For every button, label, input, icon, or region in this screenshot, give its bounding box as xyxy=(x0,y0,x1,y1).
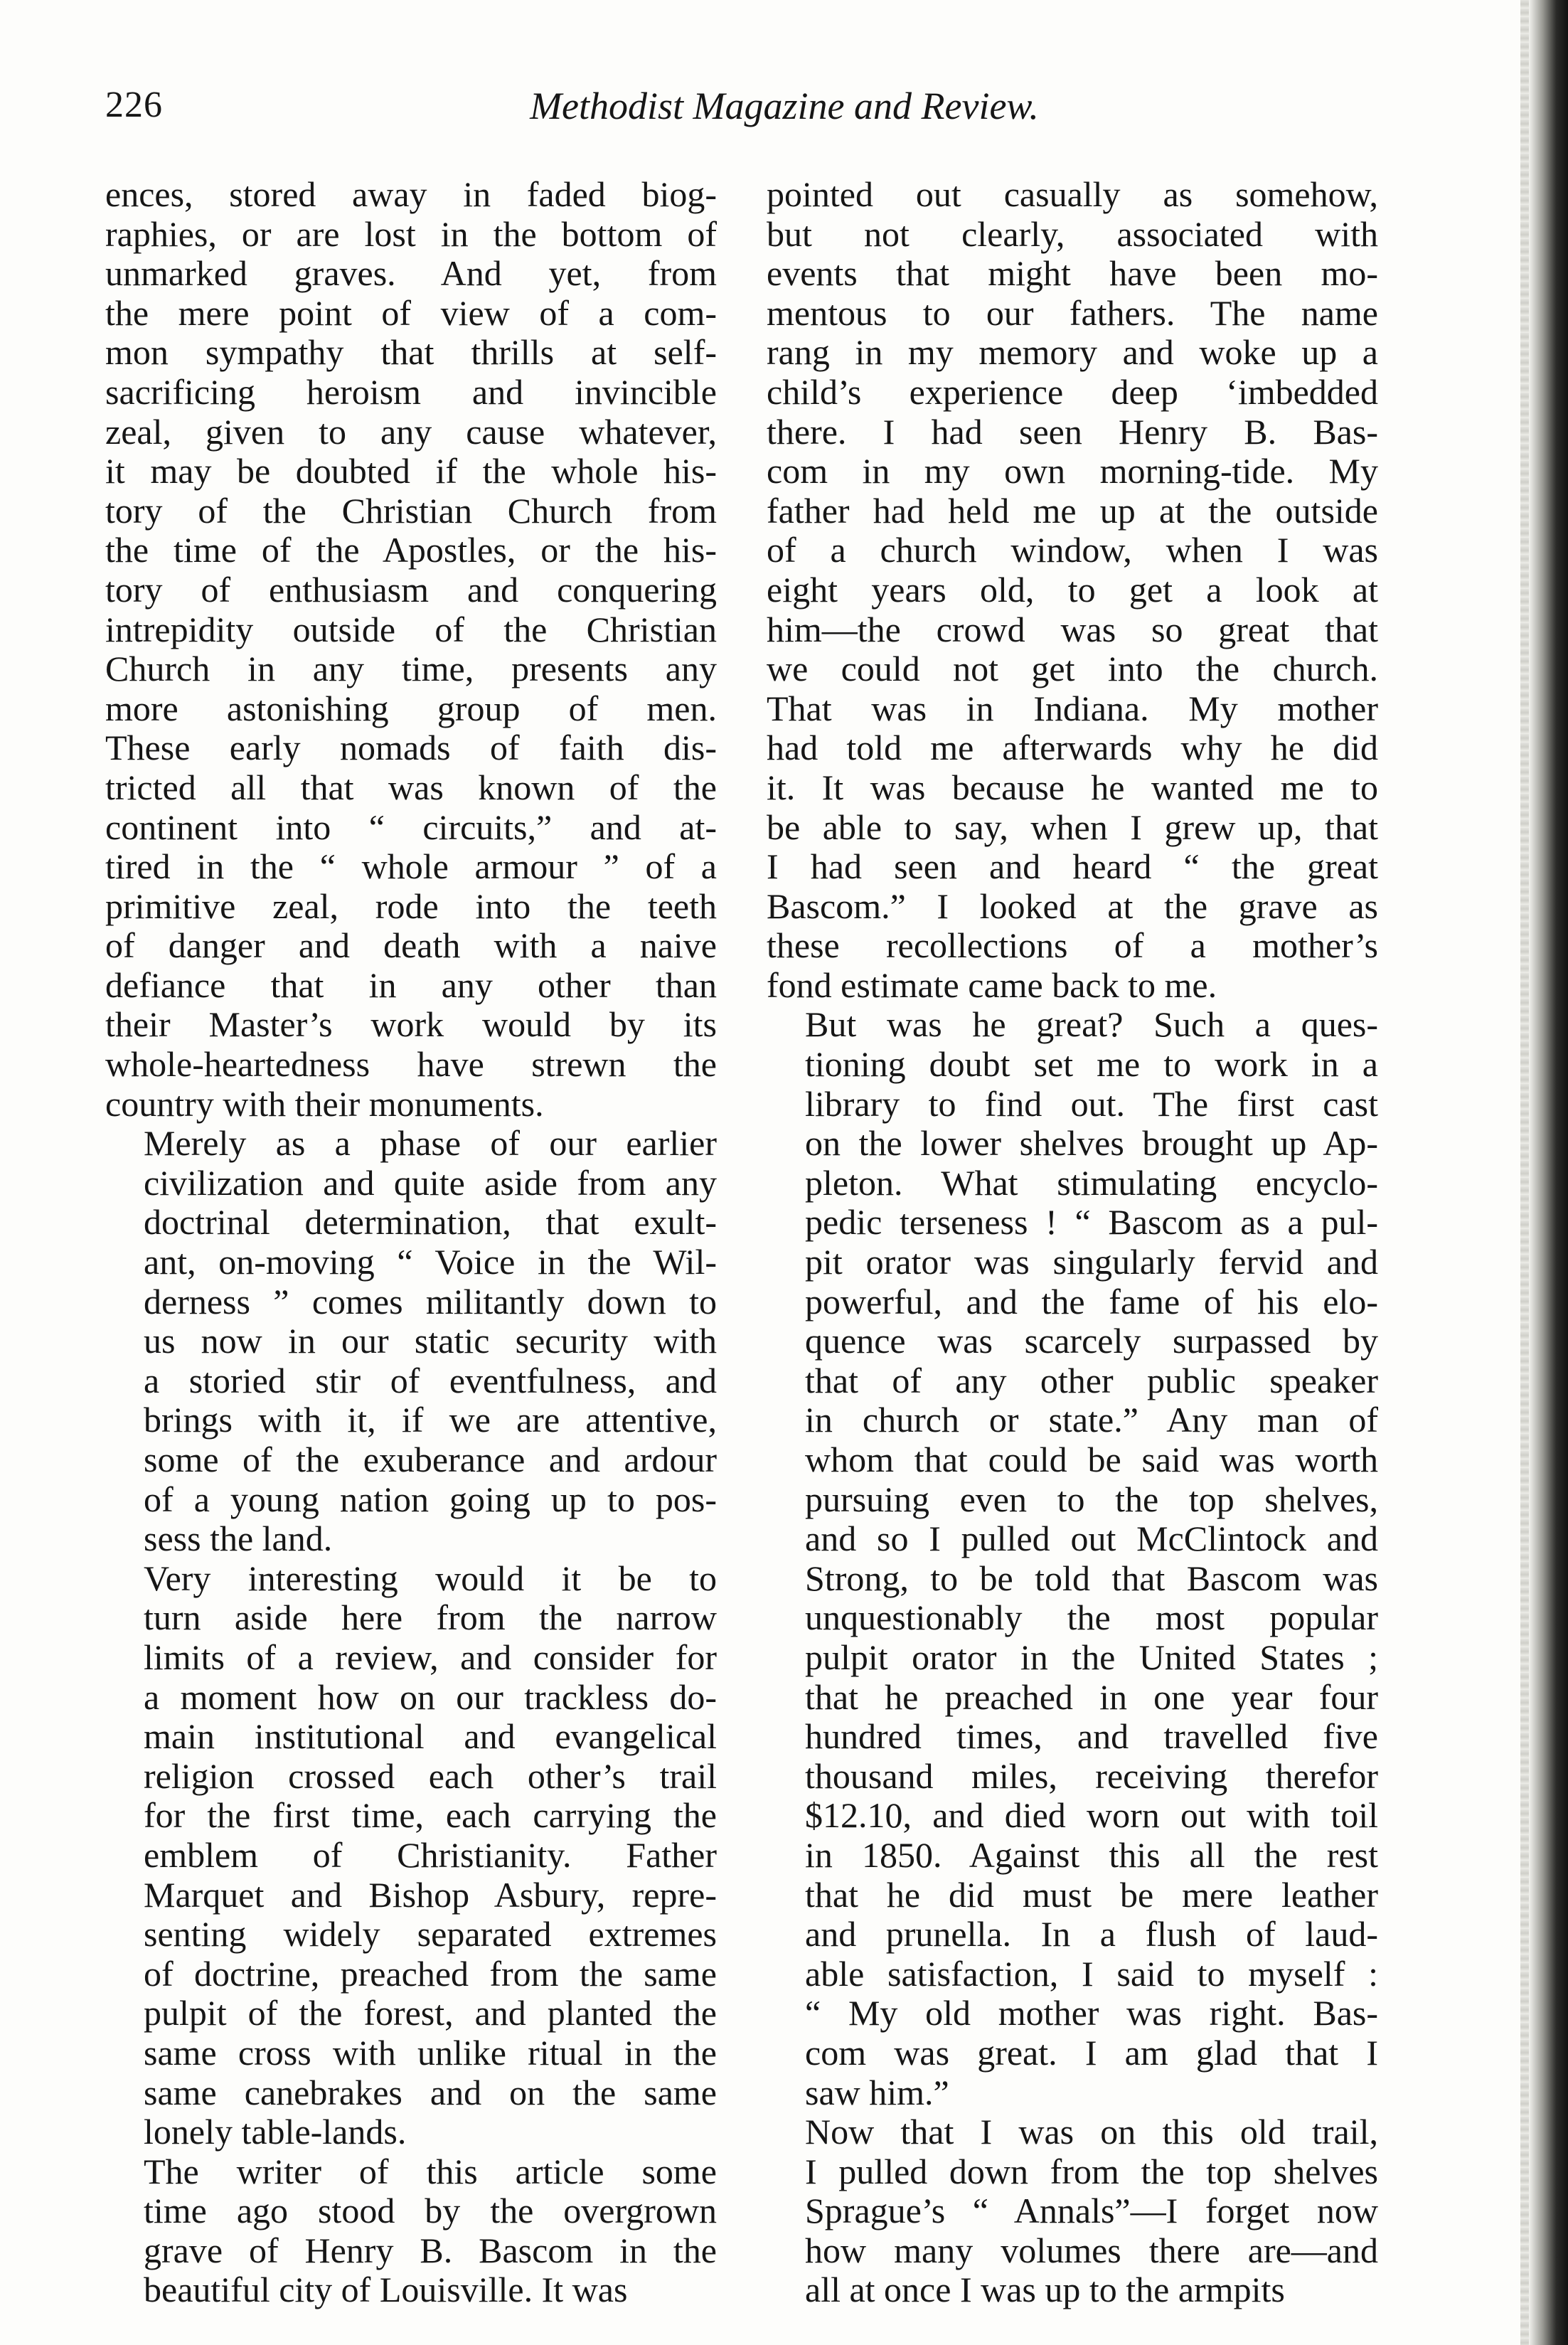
text-line: be able to say, when I grew up, that xyxy=(767,807,1378,847)
text-line: a moment how on our trackless do- xyxy=(144,1677,717,1717)
text-line: hundred times, and travelled five xyxy=(805,1717,1378,1757)
text-line: powerful, and the fame of his elo- xyxy=(805,1282,1378,1322)
text-line: tired in the “ whole armour ” of a xyxy=(105,847,717,887)
text-line: there. I had seen Henry B. Bas- xyxy=(767,412,1378,452)
text-line: of doctrine, preached from the same xyxy=(144,1954,717,1994)
left-text-column xyxy=(105,175,717,2310)
text-line: on the lower shelves brought up Ap- xyxy=(805,1124,1378,1164)
text-line: rang in my memory and woke up a xyxy=(767,333,1378,373)
text-line: ant, on-moving “ Voice in the Wil- xyxy=(144,1243,717,1282)
text-line: unquestionably the most popular xyxy=(805,1598,1378,1638)
text-line: that of any other public speaker xyxy=(805,1361,1378,1400)
paragraph xyxy=(105,175,717,1124)
text-line: same cross with unlike ritual in the xyxy=(144,2033,717,2073)
text-line: Bascom.” I looked at the grave as xyxy=(767,886,1378,926)
text-line: saw him.” xyxy=(805,2073,949,2112)
text-line: But was he great? Such a ques- xyxy=(805,1005,1378,1045)
text-line: I pulled down from the top shelves xyxy=(805,2152,1378,2191)
text-line: mon sympathy that thrills at self- xyxy=(105,333,717,373)
text-line: tricted all that was known of the xyxy=(105,767,717,807)
text-line: child’s experience deep ‘imbedded xyxy=(767,372,1378,412)
text-line: of a young nation going up to pos- xyxy=(144,1479,717,1519)
text-line: pit orator was singularly fervid and xyxy=(805,1243,1378,1282)
text-line: Very interesting would it be to xyxy=(144,1558,717,1598)
text-line: their Master’s work would by its xyxy=(105,1005,717,1045)
text-line: events that might have been mo- xyxy=(767,254,1378,294)
text-line: tory of enthusiasm and conquering xyxy=(105,570,717,610)
text-line: the mere point of view of a com- xyxy=(105,293,717,333)
text-line: That was in Indiana. My mother xyxy=(767,688,1378,728)
text-line: The writer of this article some xyxy=(144,2152,717,2191)
text-line: pedic terseness ! “ Bascom as a pul- xyxy=(805,1203,1378,1243)
text-line: pulpit of the forest, and planted the xyxy=(144,1994,717,2033)
paragraph xyxy=(105,2152,717,2310)
text-line: pleton. What stimulating encyclo- xyxy=(805,1163,1378,1203)
text-line: zeal, given to any cause whatever, xyxy=(105,412,717,452)
text-line: doctrinal determination, that exult- xyxy=(144,1203,717,1243)
text-line: library to find out. The first cast xyxy=(805,1084,1378,1124)
text-line: father had held me up at the outside xyxy=(767,491,1378,531)
text-line: fond estimate came back to me. xyxy=(767,965,1217,1005)
text-line: whom that could be said was worth xyxy=(805,1440,1378,1479)
text-line: lonely table-lands. xyxy=(144,2112,407,2152)
text-line: some of the exuberance and ardour xyxy=(144,1440,717,1479)
text-line: Sprague’s “ Annals”—I forget now xyxy=(805,2191,1378,2231)
text-line: but not clearly, associated with xyxy=(767,214,1378,254)
text-line: “ My old mother was right. Bas- xyxy=(805,1994,1378,2033)
text-line: eight years old, to get a look at xyxy=(767,570,1378,610)
text-line: in 1850. Against this all the rest xyxy=(805,1835,1378,1875)
text-line: emblem of Christianity. Father xyxy=(144,1835,717,1875)
text-line: sacrificing heroism and invincible xyxy=(105,372,717,412)
running-title: Methodist Magazine and Review. xyxy=(530,85,1039,127)
text-line: civilization and quite aside from any xyxy=(144,1163,717,1203)
text-line: all at once I was up to the armpits xyxy=(805,2270,1285,2310)
text-line: in church or state.” Any man of xyxy=(805,1400,1378,1440)
text-line: main institutional and evangelical xyxy=(144,1717,717,1757)
text-line: com was great. I am glad that I xyxy=(805,2033,1378,2073)
page-header xyxy=(105,84,1435,141)
text-line: Marquet and Bishop Asbury, repre- xyxy=(144,1875,717,1915)
text-line: ences, stored away in faded biog- xyxy=(105,175,717,214)
text-line: pulpit orator in the United States ; xyxy=(805,1637,1378,1677)
text-line: it may be doubted if the whole his- xyxy=(105,452,717,491)
text-line: same canebrakes and on the same xyxy=(144,2073,717,2112)
text-line: these recollections of a mother’s xyxy=(767,926,1378,966)
paragraph xyxy=(767,1005,1378,2112)
text-line: These early nomads of faith dis- xyxy=(105,728,717,768)
text-line: thousand miles, receiving therefor xyxy=(805,1756,1378,1796)
text-line: we could not get into the church. xyxy=(767,649,1378,689)
text-line: senting widely separated extremes xyxy=(144,1915,717,1955)
right-text-column xyxy=(767,175,1378,2310)
text-line: sess the land. xyxy=(144,1519,333,1559)
text-line: primitive zeal, rode into the teeth xyxy=(105,886,717,926)
text-line: had told me afterwards why he did xyxy=(767,728,1378,768)
text-line: brings with it, if we are attentive, xyxy=(144,1400,717,1440)
text-line: Now that I was on this old trail, xyxy=(805,2112,1378,2152)
text-line: of danger and death with a naive xyxy=(105,926,717,966)
text-line: Church in any time, presents any xyxy=(105,649,717,689)
text-line: defiance that in any other than xyxy=(105,965,717,1005)
text-line: it. It was because he wanted me to xyxy=(767,767,1378,807)
text-line: unmarked graves. And yet, from xyxy=(105,254,717,294)
text-line: how many volumes there are—and xyxy=(805,2230,1378,2270)
text-line: continent into “ circuits,” and at- xyxy=(105,807,717,847)
text-line: and so I pulled out McClintock and xyxy=(805,1519,1378,1559)
text-line: time ago stood by the overgrown xyxy=(144,2191,717,2231)
text-line: country with their monuments. xyxy=(105,1084,544,1124)
text-line: pursuing even to the top shelves, xyxy=(805,1479,1378,1519)
text-line: religion crossed each other’s trail xyxy=(144,1756,717,1796)
text-line: grave of Henry B. Bascom in the xyxy=(144,2230,717,2270)
text-line: tioning doubt set me to work in a xyxy=(805,1045,1378,1085)
text-line: pointed out casually as somehow, xyxy=(767,175,1378,214)
text-line: quence was scarcely surpassed by xyxy=(805,1322,1378,1361)
text-line: mentous to our fathers. The name xyxy=(767,293,1378,333)
book-spine-shadow xyxy=(1529,0,1568,2345)
text-line: tory of the Christian Church from xyxy=(105,491,717,531)
text-line: whole-heartedness have strewn the xyxy=(105,1045,717,1085)
paragraph xyxy=(105,1124,717,1559)
text-line: that he did must be mere leather xyxy=(805,1875,1378,1915)
text-line: $12.10, and died worn out with toil xyxy=(805,1796,1378,1836)
paragraph xyxy=(767,2112,1378,2310)
text-line: derness ” comes militantly down to xyxy=(144,1282,717,1322)
text-line: beautiful city of Louisville. It was xyxy=(144,2270,628,2310)
text-line: the time of the Apostles, or the his- xyxy=(105,531,717,570)
page-number: 226 xyxy=(105,85,163,125)
text-line: and prunella. In a flush of laud- xyxy=(805,1915,1378,1955)
text-line: Merely as a phase of our earlier xyxy=(144,1124,717,1164)
text-line: I had seen and heard “ the great xyxy=(767,847,1378,887)
text-line: for the first time, each carrying the xyxy=(144,1796,717,1836)
text-line: more astonishing group of men. xyxy=(105,688,717,728)
paragraph xyxy=(767,175,1378,1005)
text-line: us now in our static security with xyxy=(144,1322,717,1361)
text-line: of a church window, when I was xyxy=(767,531,1378,570)
text-line: intrepidity outside of the Christian xyxy=(105,610,717,649)
text-line: raphies, or are lost in the bottom of xyxy=(105,214,717,254)
text-line: Strong, to be told that Bascom was xyxy=(805,1558,1378,1598)
text-line: able satisfaction, I said to myself : xyxy=(805,1954,1378,1994)
text-line: that he preached in one year four xyxy=(805,1677,1378,1717)
paragraph xyxy=(105,1559,717,2152)
text-line: a storied stir of eventfulness, and xyxy=(144,1361,717,1400)
text-line: him—the crowd was so great that xyxy=(767,610,1378,649)
text-line: com in my own morning-tide. My xyxy=(767,452,1378,491)
text-line: limits of a review, and consider for xyxy=(144,1637,717,1677)
text-line: turn aside here from the narrow xyxy=(144,1598,717,1638)
